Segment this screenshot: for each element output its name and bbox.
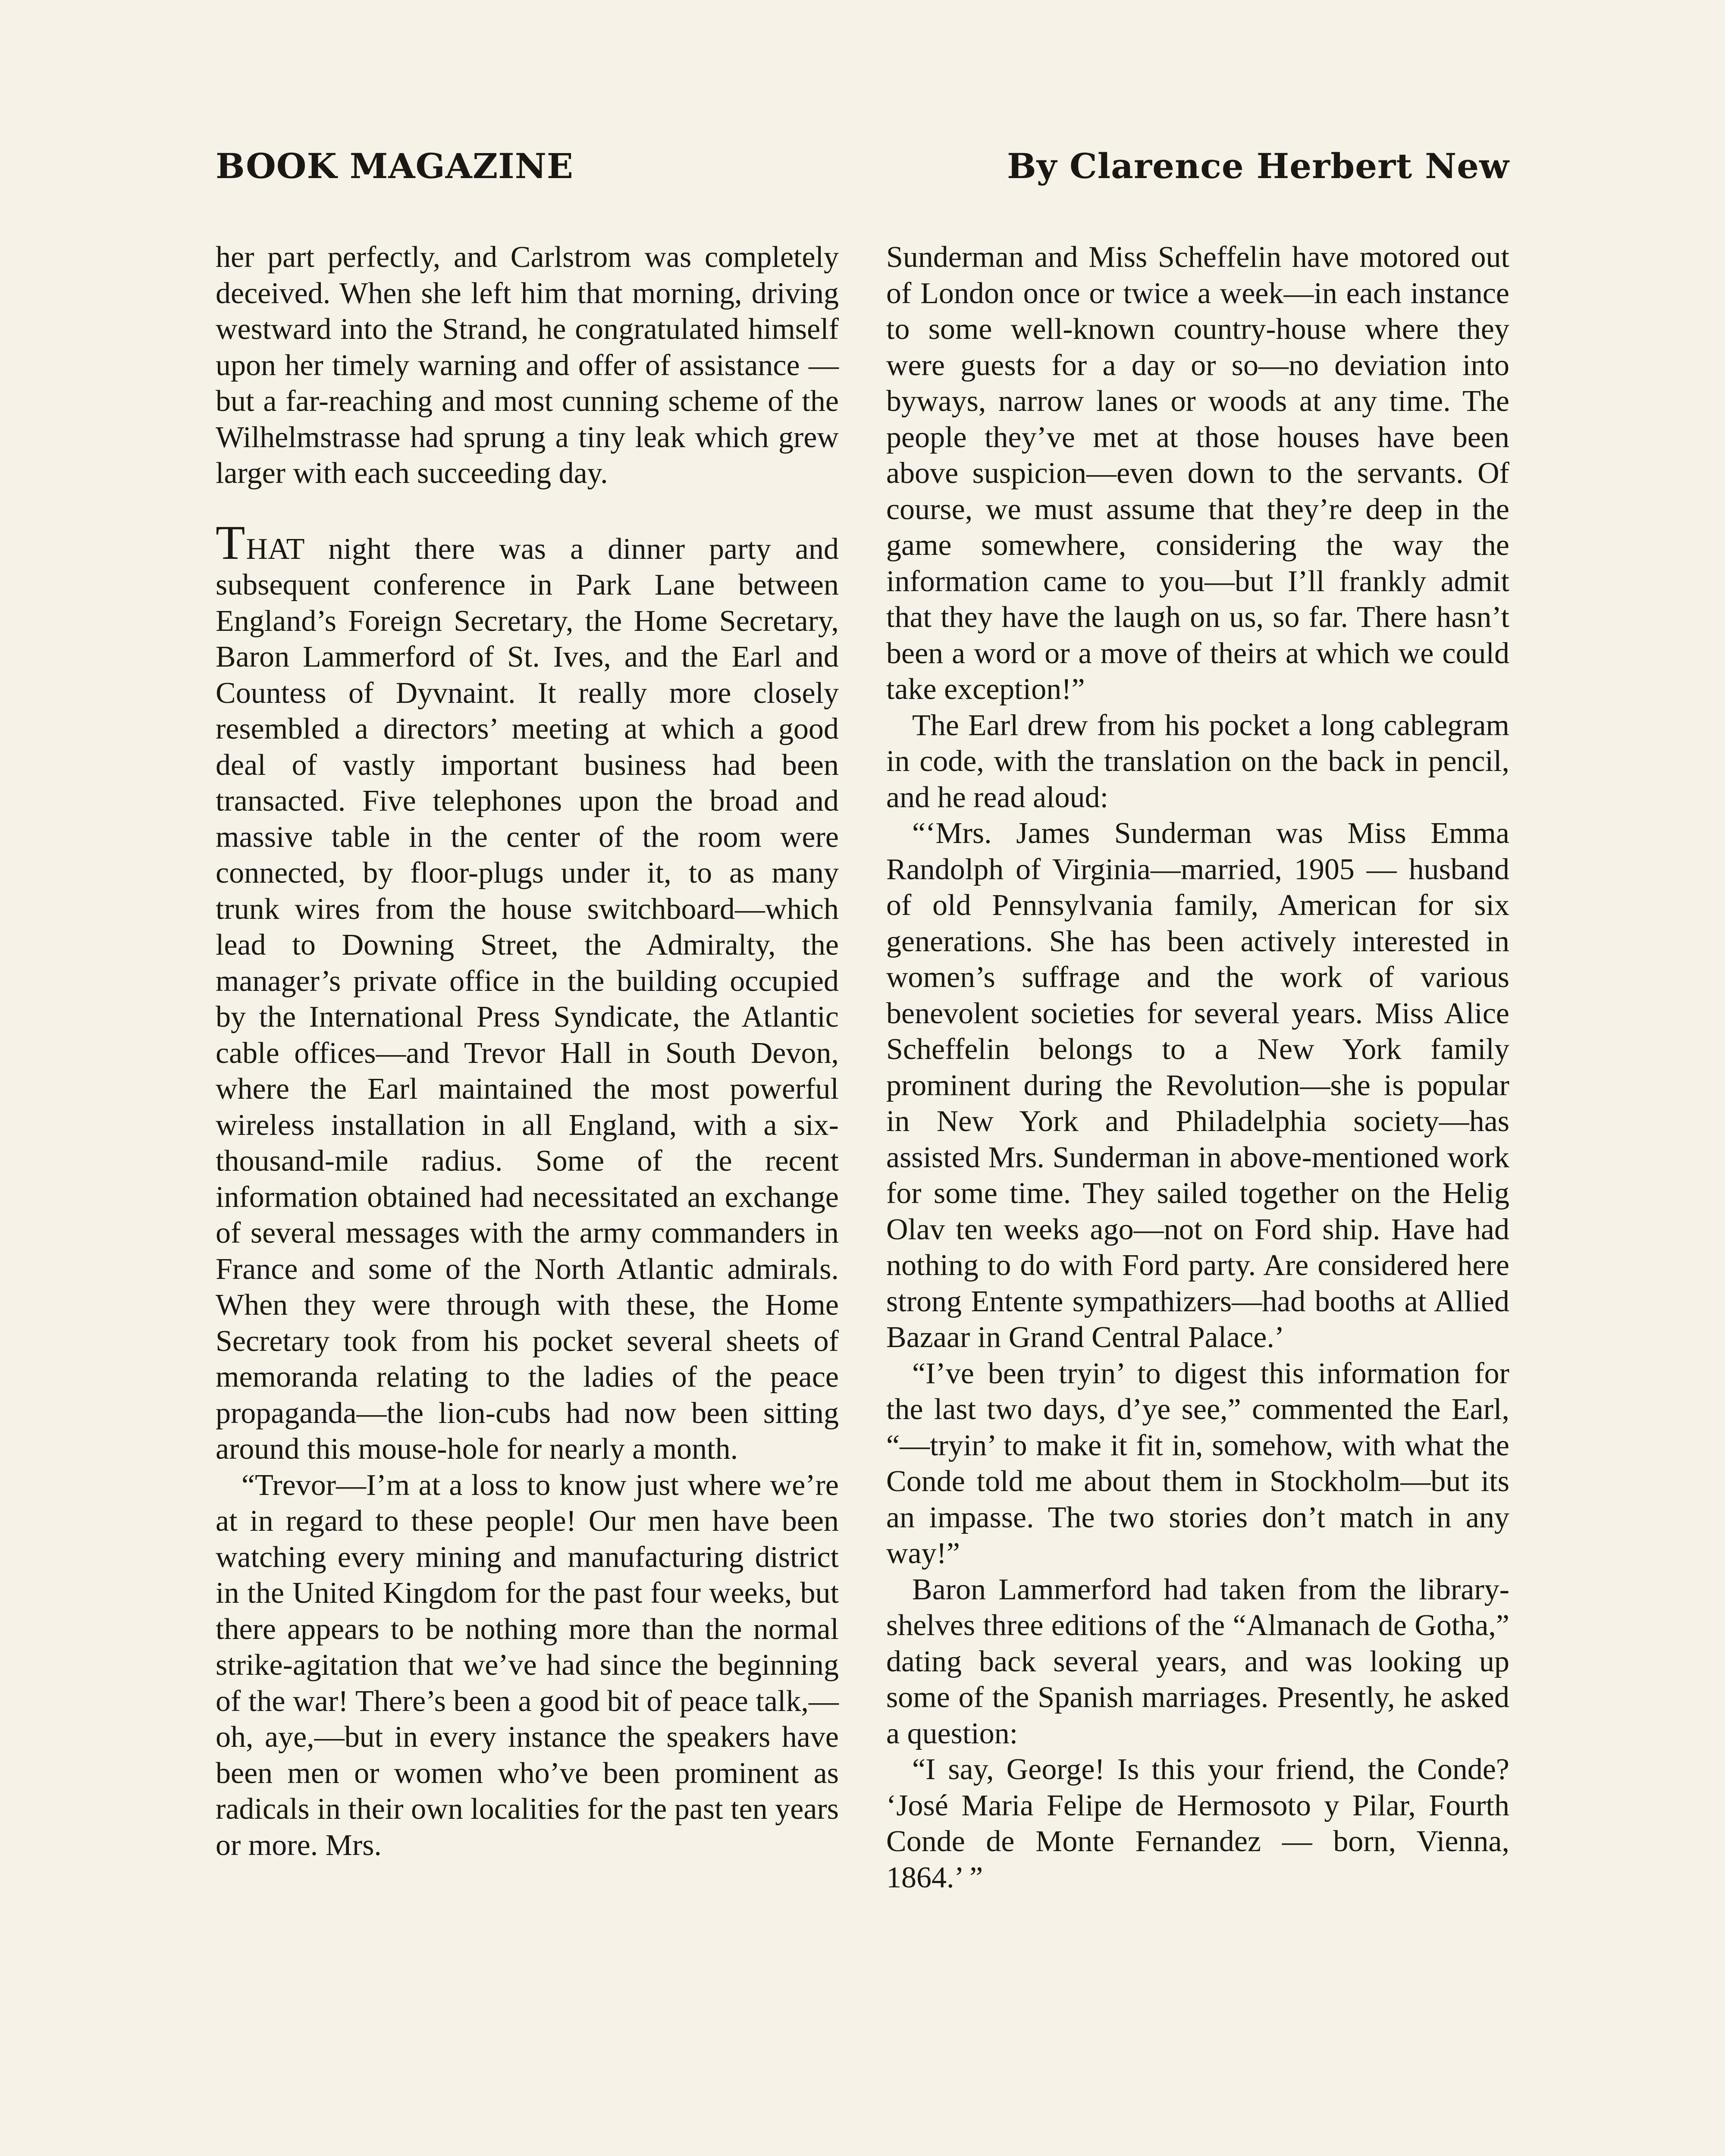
paragraph: “Trevor—I’m at a loss to know just where we’re at in regard to these people! Our men have been watching every mining and manufacturing district in the United Kingdom for the past four weeks, but there appears to be nothing more than the normal strike-agitation that we’ve had since the beginning of the war! There’s been a good bit of peace talk,—oh, aye,—but in every instance the speakers have been men or women who’ve been prominent as radicals in their own localities for the past ten years or more. Mrs.	[216, 1468, 839, 1862]
text-column-right	[886, 239, 1509, 1896]
paragraph: THAT night there was a dinner party and subsequent conference in Park Lane between England’s Foreign Secretary, the Home Secretary, Baron Lammerford of St. Ives, and the Earl and Countess of Dyvnaint. It really more closely resembled a directors’ meeting at which a good deal of vastly important business had been transacted. Five telephones upon the broad and massive table in the center of the room were connected, by floor-plugs under it, to as many trunk wires from the house switchboard—which lead to Downing Street, the Admiralty, the manager’s private office in the building occupied by the International Press Syndicate, the Atlantic cable offices—and Trevor Hall in South Devon, where the Earl maintained the most powerful wireless installation in all England, with a six-thousand-mile radius. Some of the recent information obtained had necessitated an exchange of several messages with the army commanders in France and some of the North Atlantic admirals. When they were through with these, the Home Secretary took from his pocket several sheets of memoranda relating to the ladies of the peace propaganda—the lion-cubs had now been sitting around this mouse-hole for nearly a month.	[216, 516, 839, 1466]
paragraph: “I say, George! Is this your friend, the Conde? ‘José Maria Felipe de Hermosoto y Pilar, Fourth Conde de Monte Fernandez — born, Vienna, 1864.’ ”	[886, 1753, 1509, 1894]
paragraph: her part perfectly, and Carlstrom was completely deceived. When she left him that morning, driving westward into the Strand, he congratulated himself upon her timely warning and offer of assistance — but a far-reaching and most cunning scheme of the Wilhelmstrasse had sprung a tiny leak which grew larger with each succeeding day.	[216, 241, 839, 490]
paragraph: Baron Lammerford had taken from the library-shelves three editions of the “Almanach de Gotha,” dating back several years, and was looking up some of the Spanish marriages. Presently, he asked a question:	[886, 1573, 1509, 1750]
paragraph: “‘Mrs. James Sunderman was Miss Emma Randolph of Virginia—married, 1905 — husband of old Pennsylvania family, American for six generations. She has been actively interested in women’s suffrage and the work of various benevolent societies for several years. Miss Alice Scheffelin belongs to a New York family prominent during the Revolution—she is popular in New York and Philadelphia society—has assisted Mrs. Sunderman in above-mentioned work for some time. They sailed together on the Helig Olav ten weeks ago—not on Ford ship. Have had nothing to do with Ford party. Are considered here strong Entente sympathizers—had booths at Allied Bazaar in Grand Central Palace.’	[886, 817, 1509, 1354]
paragraph: The Earl drew from his pocket a long cablegram in code, with the translation on the back in pencil, and he read aloud:	[886, 708, 1509, 814]
running-head-author: By Clarence Herbert New	[1007, 146, 1509, 186]
text-column-left	[216, 239, 839, 1863]
paragraph: Sunderman and Miss Scheffelin have motored out of London once or twice a week—in each instance to some well-known country-house where they were guests for a day or so—no deviation into byways, narrow lanes or woods at any time. The people they’ve met at those houses have been above suspicion—even down to the servants. Of course, we must assume that they’re deep in the game somewhere, considering the way the information came to you—but I’ll frankly admit that they have the laugh on us, so far. There hasn’t been a word or a move of theirs at which we could take exception!”	[886, 241, 1509, 706]
running-head-title: BOOK MAGAZINE	[216, 146, 574, 186]
paragraph: “I’ve been tryin’ to digest this information for the last two days, d’ye see,” commented the Earl, “—tryin’ to make it fit in, somehow, with what the Conde told me about them in Stockholm—but its an impasse. The two stories don’t match in any way!”	[886, 1357, 1509, 1570]
